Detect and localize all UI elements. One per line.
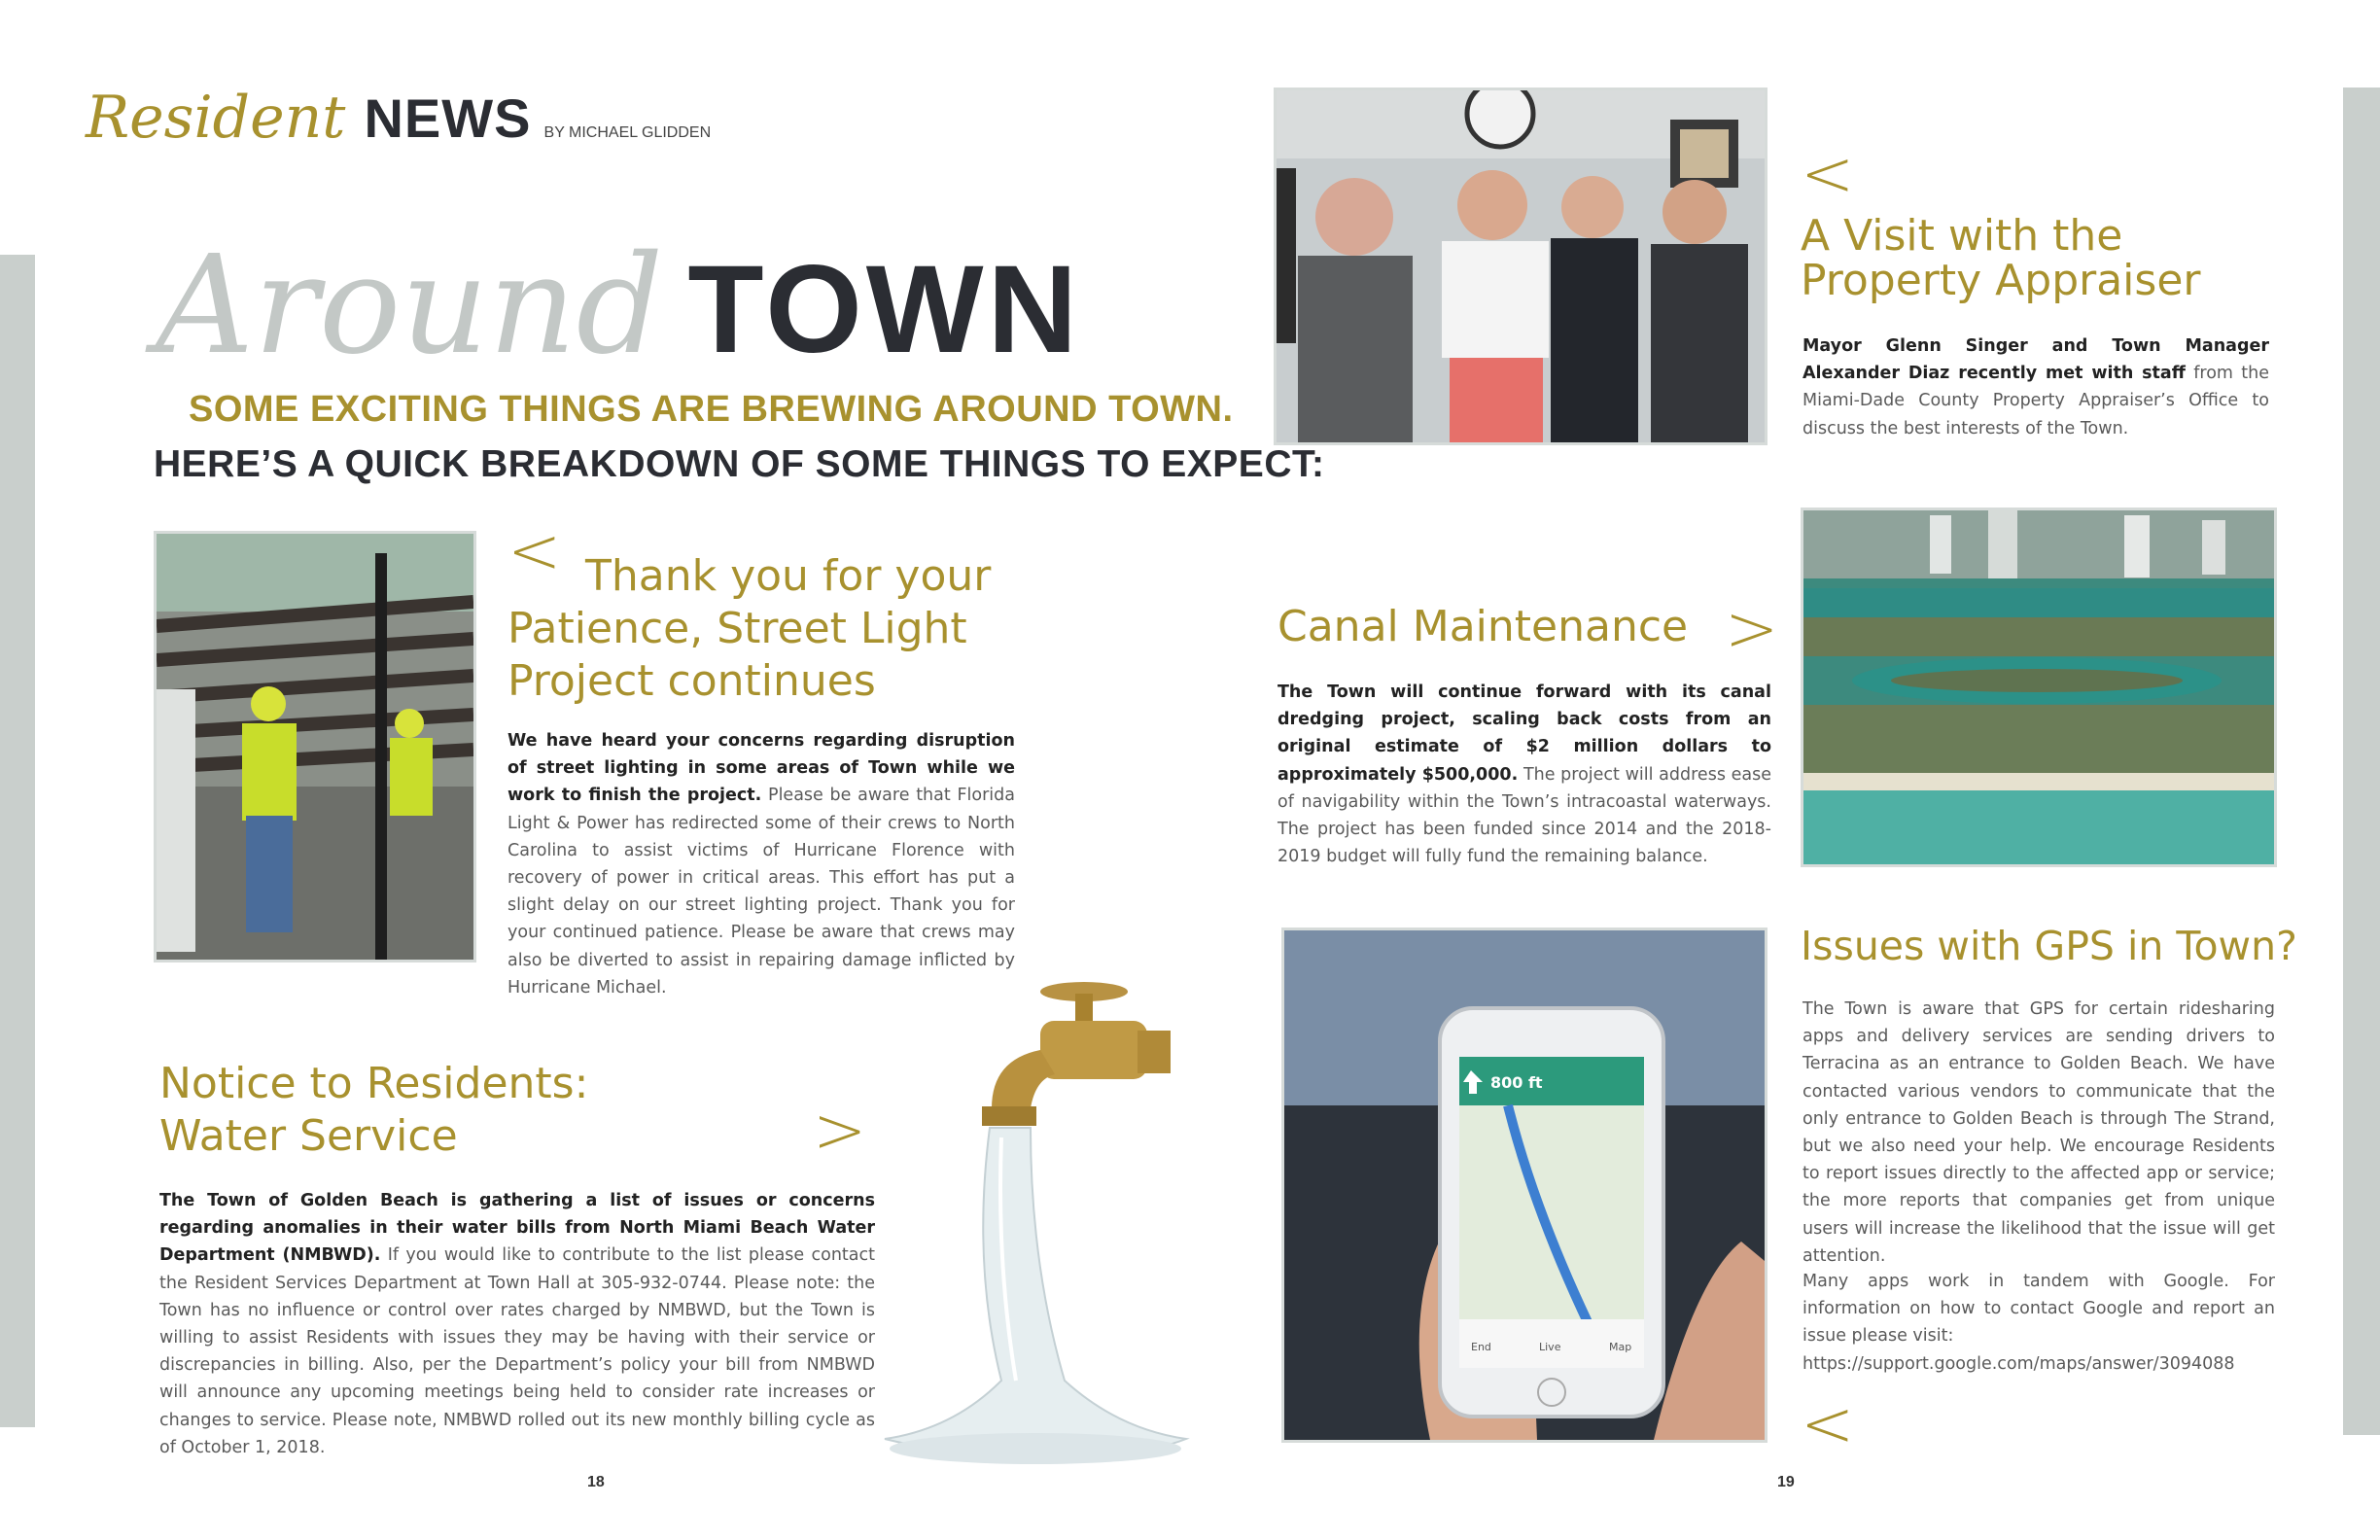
street-light-title-line-1: Thank you for your [585, 551, 992, 601]
street-light-body [508, 727, 1015, 1001]
page-number-right: 19 [1777, 1474, 1795, 1490]
hero-title [156, 227, 1082, 385]
street-light-body-text: Please be aware that Florida Light & Power has redirected some of their crews to North Carolina to assist victims of Hurricane Florence with recovery of power in critical areas. This effort has put a slight delay on our street lighting project. Thank you for your continued patience. Please be aware that crews may also be diverted to assist in repairing damage inflicted by Hurricane Michael. [508, 786, 1015, 998]
canal-aerial-photo [1801, 508, 2277, 867]
gps-phone-photo [1281, 928, 1768, 1443]
gps-body-2: Many apps work in tandem with Google. For information on how to contact Google and report an issue please visit: [1802, 1272, 2275, 1347]
street-light-body-bold: We have heard your concerns regarding disruption of street lighting in some areas of Town while we work to finish the project. [508, 731, 1015, 806]
gps-title: Issues with GPS in Town? [1801, 923, 2297, 969]
appraiser-title [1801, 211, 2287, 305]
faucet-water-illustration [846, 972, 1206, 1507]
header-news: NEWS [364, 88, 532, 149]
gps-body-1: The Town is aware that GPS for certain ridesharing apps and delivery services are sending drivers to Terracina as an entrance to Golden Beach. We have contacted various vendors to communicate that the only entrance to Golden Beach is through The Strand, but we also need your help. We encourage Residents to report issues directly to the affected app or service; the more reports that companies get from unique users will increase the likelihood that the issue will get attention. [1802, 999, 2275, 1266]
appraiser-title-line-1: A Visit with the [1801, 211, 2123, 261]
water-body [159, 1187, 875, 1461]
gps-chevron: < [1801, 1386, 1855, 1461]
phone-end-button: End [1471, 1341, 1491, 1353]
appraiser-body-bold: Mayor Glenn Singer and Town Manager Alexander Diaz recently met with staff [1802, 336, 2269, 384]
water-title-line-2: Water Service [159, 1111, 458, 1161]
hero-subtitle-1: SOME EXCITING THINGS ARE BREWING AROUND TOWN. [189, 389, 1234, 430]
canal-chevron: > [1725, 591, 1779, 666]
phone-live-button: Live [1539, 1341, 1561, 1353]
gps-phone-image [1284, 930, 1765, 1440]
canal-body-bold: The Town will continue forward with its canal dredging project, scaling back costs from an original estimate of $2 million dollars to approximately $500,000. [1278, 682, 1771, 785]
hero-town: TOWN [687, 240, 1082, 379]
page-number-left: 18 [587, 1474, 605, 1490]
hero-around: Around [156, 227, 664, 385]
hero-subtitle-2: HERE’S A QUICK BREAKDOWN OF SOME THINGS TO EXPECT: [154, 443, 1325, 485]
street-light-title-line-2: Patience, Street Light [508, 604, 967, 653]
street-light-title-line-3: Project continues [508, 656, 876, 706]
canal-title: Canal Maintenance [1278, 602, 1689, 651]
canal-body [1278, 679, 1771, 870]
header-resident: Resident [86, 84, 346, 152]
appraiser-chevron: < [1801, 136, 1855, 211]
water-body-text: If you would like to contribute to the list please contact the Resident Services Department at Town Hall at 305-932-0744. Please note: the Town has no influence or control over rates charged by NMBWD, but the Town is willing to assist Residents with issues they may be having with their service or discrepancies in billing. Also, per the Department’s policy your bill from NMBWD will announce any upcoming meetings being held to consider rate increases or changes to service. Please note, NMBWD rolled out its new monthly billing cycle as of October 1, 2018. [159, 1245, 875, 1457]
appraiser-photo [1274, 88, 1768, 445]
right-side-bar [2343, 88, 2380, 1435]
appraiser-body-text: from the Miami-Dade County Property Appraiser’s Office to discuss the best interests of the Town. [1802, 364, 2269, 438]
water-body-bold: The Town of Golden Beach is gathering a list of issues or concerns regarding anomalies in their water bills from North Miami Beach Water Department (NMBWD). [159, 1191, 875, 1266]
canal-aerial-image [1803, 510, 2274, 864]
gps-support-link[interactable]: https://support.google.com/maps/answer/3094088 [1802, 1354, 2235, 1374]
phone-map-button: Map [1609, 1341, 1632, 1353]
water-title [159, 1058, 704, 1163]
appraiser-body [1802, 332, 2269, 442]
left-side-bar [0, 255, 35, 1427]
street-light-workers-image [157, 534, 473, 960]
street-light-chevron: < [508, 513, 562, 588]
street-light-title [508, 550, 1032, 708]
street-light-photo [154, 531, 476, 962]
faucet-image [846, 972, 1206, 1507]
phone-distance-label: 800 ft [1490, 1073, 1543, 1092]
canal-body-text: The project will address ease of navigability within the Town’s intracoastal waterways. The project has been funded since 2014 and the 2018-2019 budget will fully fund the remaining balance. [1278, 764, 1771, 867]
header-byline: BY MICHAEL GLIDDEN [543, 124, 712, 141]
appraiser-title-line-2: Property Appraiser [1801, 256, 2201, 305]
water-title-line-1: Notice to Residents: [159, 1059, 589, 1108]
section-header [86, 84, 711, 161]
water-chevron: > [813, 1093, 867, 1168]
appraiser-group-image [1277, 90, 1765, 442]
